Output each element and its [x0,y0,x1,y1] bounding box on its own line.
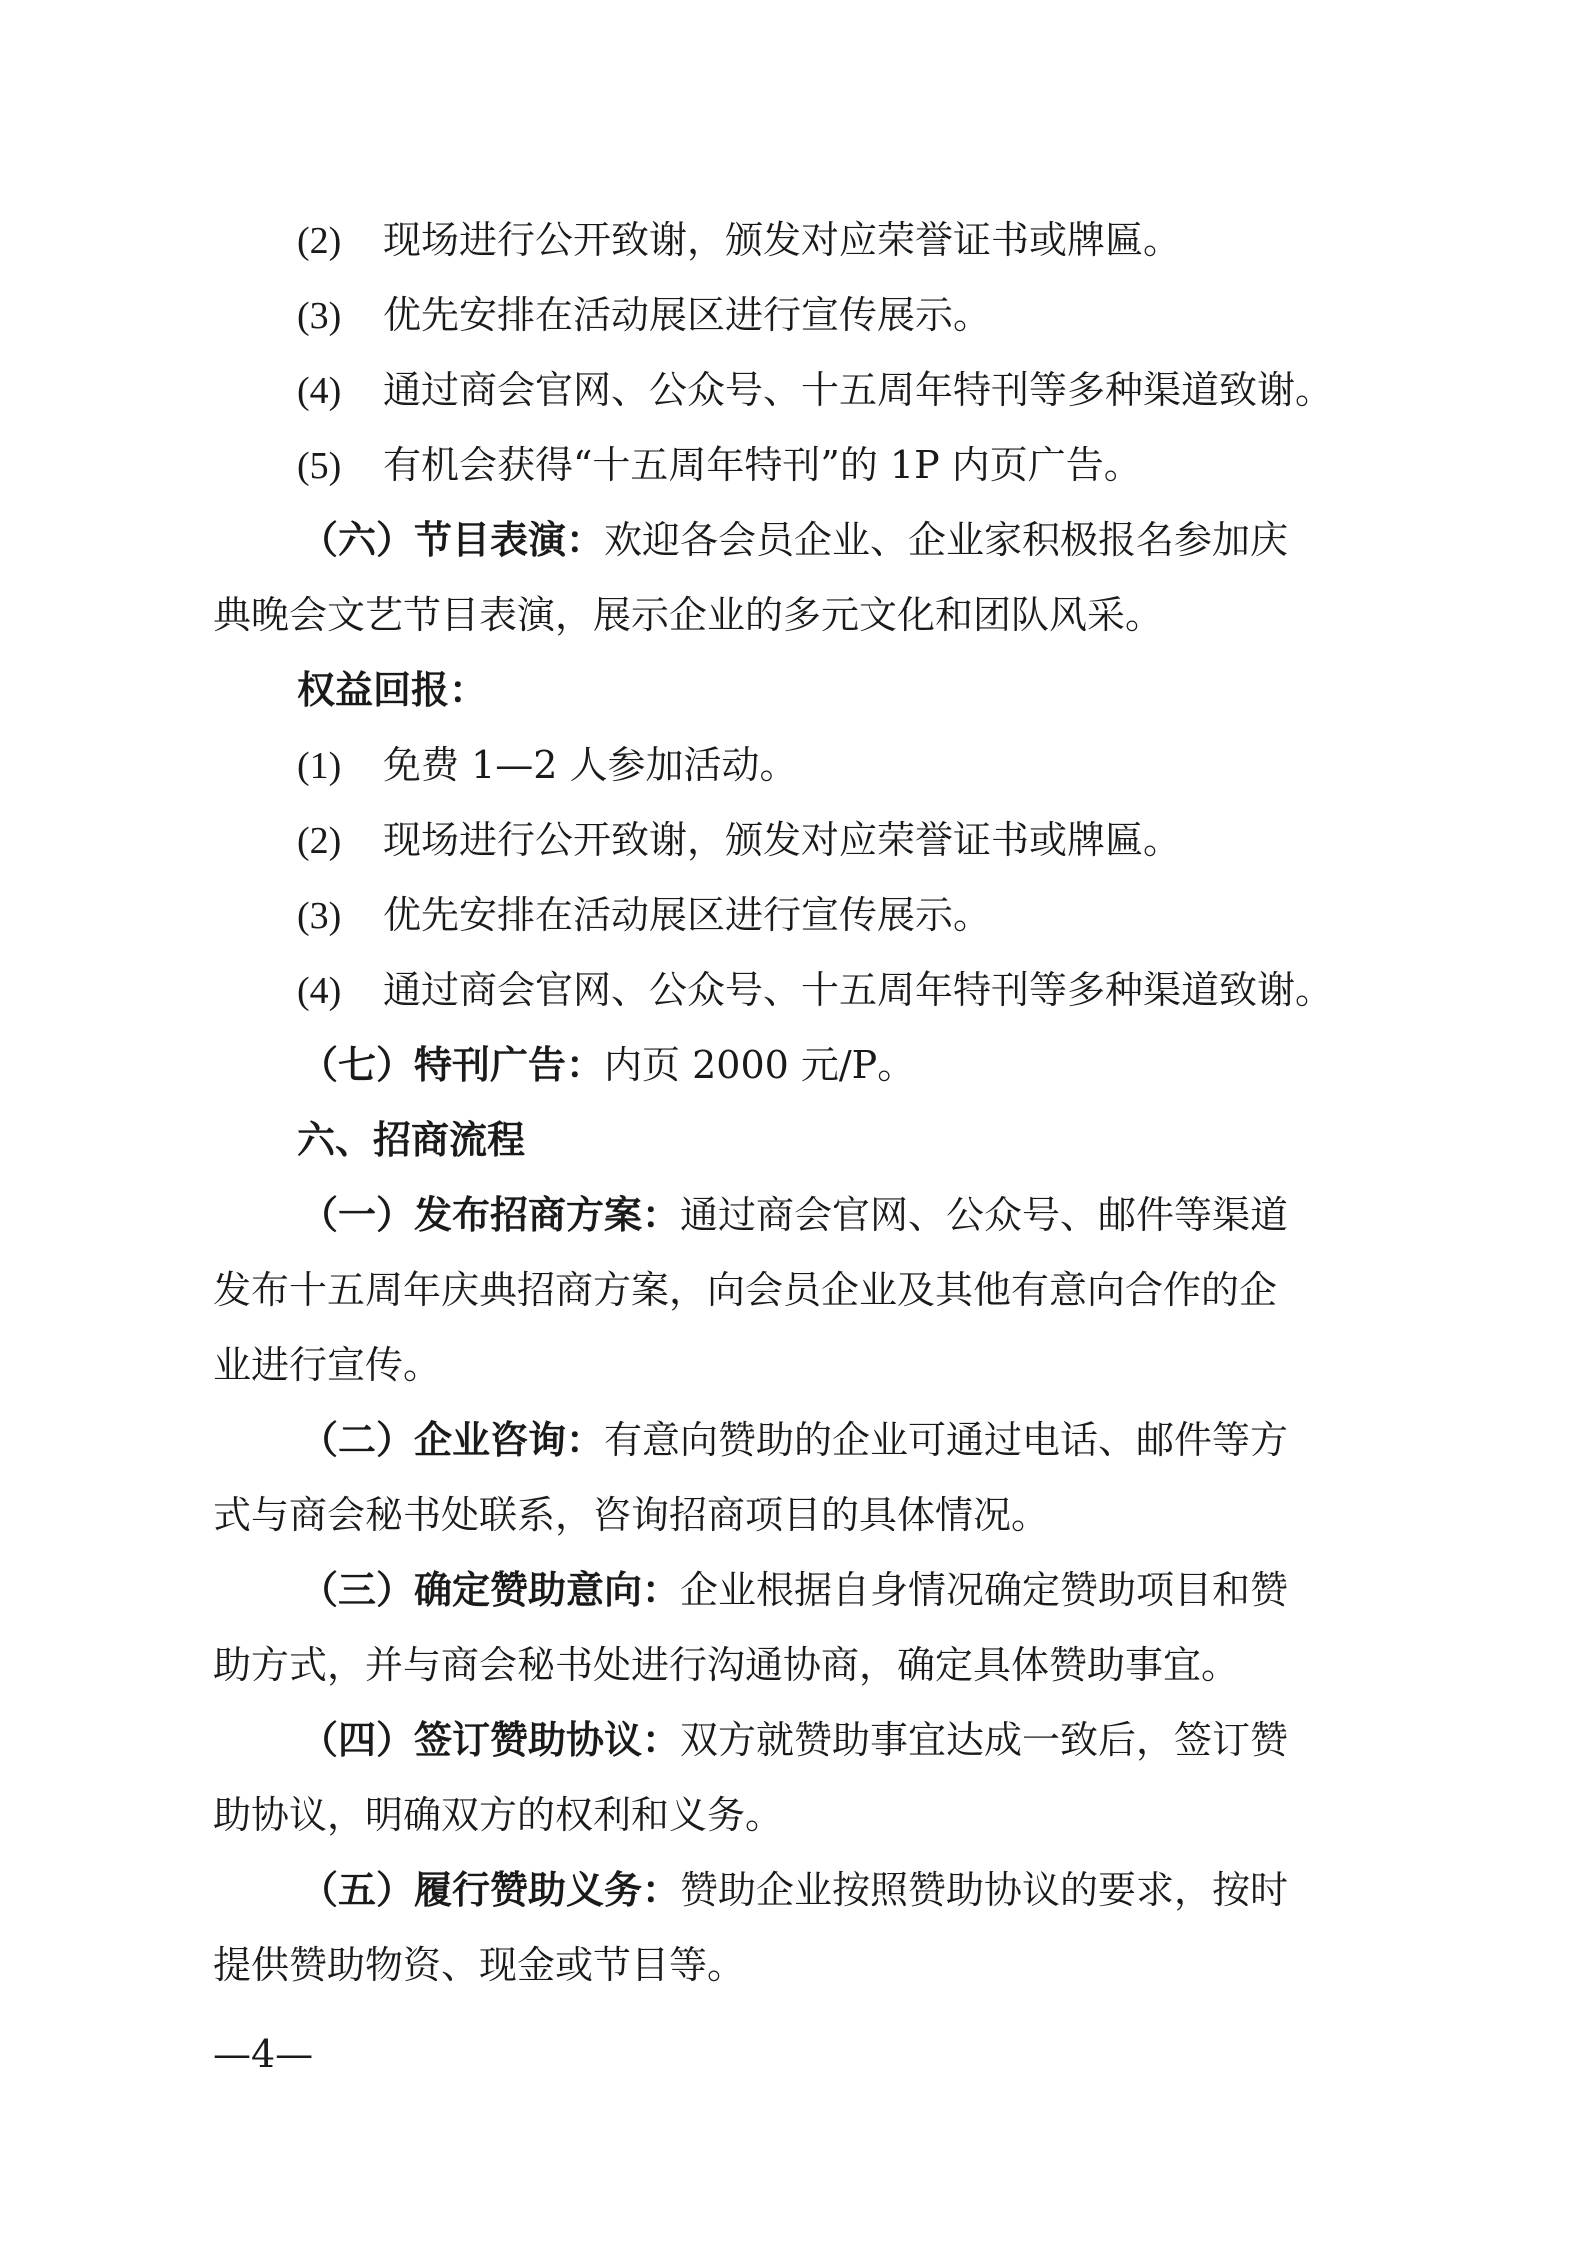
list-text: 免费 1—2 人参加活动。 [383,743,798,787]
list-item [0,740,1587,791]
process-line [0,1190,1587,1240]
list-item [0,440,1587,491]
section-heading: 六、招商流程 [297,1117,526,1162]
list-number: (3) [297,895,342,937]
process-line [0,1265,1587,1315]
list-text: 通过商会官网、公众号、十五周年特刊等多种渠道致谢。 [383,368,1334,412]
process-text: 企业根据自身情况确定赞助项目和赞 [680,1568,1289,1612]
process-title: （五）履行赞助义务： [300,1867,681,1912]
section-six-text: 典晚会文艺节目表演，展示企业的多元文化和团队风采。 [213,593,1164,637]
section-seven-text: 内页 2000 元/P。 [604,1043,916,1087]
rights-title-line [0,665,1587,715]
list-number: (1) [297,745,342,787]
process-title: （一）发布招商方案： [300,1192,681,1237]
process-text: 赞助企业按照赞助协议的要求，按时 [680,1868,1289,1912]
process-text: 业进行宣传。 [213,1343,442,1387]
section-six-title: （六）节目表演： [300,517,605,562]
section-seven-line [0,1040,1587,1090]
process-line [0,1490,1587,1540]
list-number: (4) [297,970,342,1012]
process-text: 通过商会官网、公众号、邮件等渠道 [680,1193,1289,1237]
process-text: 双方就赞助事宜达成一致后，签订赞 [680,1718,1289,1762]
list-text: 通过商会官网、公众号、十五周年特刊等多种渠道致谢。 [383,968,1334,1012]
rights-title: 权益回报： [297,667,488,712]
section-six-text: 欢迎各会员企业、企业家积极报名参加庆 [604,518,1289,562]
list-text: 优先安排在活动展区进行宣传展示。 [383,893,992,937]
process-text: 提供赞助物资、现金或节目等。 [213,1943,746,1987]
process-text: 式与商会秘书处联系，咨询招商项目的具体情况。 [213,1493,1050,1537]
heading-line [0,1115,1587,1165]
list-number: (3) [297,295,342,337]
section-seven-title: （七）特刊广告： [300,1042,605,1087]
process-line [0,1865,1587,1915]
process-title: （二）企业咨询： [300,1417,605,1462]
list-number: (2) [297,820,342,862]
process-line [0,1790,1587,1840]
process-line [0,1640,1587,1690]
list-item [0,815,1587,866]
process-title: （三）确定赞助意向： [300,1567,681,1612]
list-number: (2) [297,220,342,262]
process-line [0,1340,1587,1390]
process-text: 助方式，并与商会秘书处进行沟通协商，确定具体赞助事宜。 [213,1643,1240,1687]
page-number: —4— [213,2032,314,2076]
process-line [0,1565,1587,1615]
list-text: 现场进行公开致谢，颁发对应荣誉证书或牌匾。 [383,818,1182,862]
process-line [0,1940,1587,1990]
list-text: 优先安排在活动展区进行宣传展示。 [383,293,992,337]
list-number: (5) [297,445,342,487]
process-line [0,1415,1587,1465]
list-item [0,215,1587,266]
process-text: 有意向赞助的企业可通过电话、邮件等方 [604,1418,1289,1462]
list-item [0,890,1587,941]
section-six-line1 [0,515,1587,565]
list-item [0,965,1587,1016]
process-line [0,1715,1587,1765]
process-text: 助协议，明确双方的权利和义务。 [213,1793,784,1837]
section-six-line2 [0,590,1587,640]
list-item [0,365,1587,416]
list-text: 有机会获得“十五周年特刊”的 1P 内页广告。 [383,443,1142,487]
process-title: （四）签订赞助协议： [300,1717,681,1762]
list-number: (4) [297,370,342,412]
list-text: 现场进行公开致谢，颁发对应荣誉证书或牌匾。 [383,218,1182,262]
process-text: 发布十五周年庆典招商方案，向会员企业及其他有意向合作的企 [213,1268,1278,1312]
list-item [0,290,1587,341]
